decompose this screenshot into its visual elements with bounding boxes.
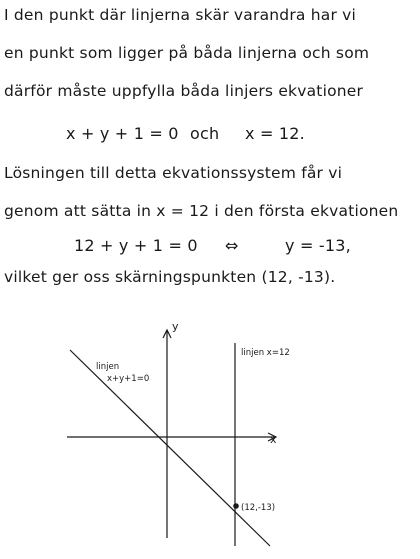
intersection-point-label: (12,-13) [241,503,276,513]
equation-2-right: y = -13, [285,236,351,255]
text-line-5: genom att sätta in x = 12 i den första ekvationen [4,202,399,220]
diagonal-line-label-2: x+y+1=0 [107,374,150,384]
text-line-2: en punkt som ligger på båda linjerna och som [4,44,370,62]
text-line-1: I den punkt där linjerna skär varandra har vi [4,6,357,24]
equation-1-right: x = 12. [245,124,305,143]
intersection-point [233,503,239,509]
vertical-line-label: linjen x=12 [241,348,290,358]
equation-1-left: x + y + 1 = 0 [66,124,179,143]
text-line-3: därför måste uppfylla båda linjers ekvationer [4,82,364,100]
text-line-6: vilket ger oss skärningspunkten (12, -13). [4,268,336,286]
equation-1-and: och [190,124,220,143]
x-axis-label: x [270,433,277,446]
text-line-4: Lösningen till detta ekvationssystem får vi [4,164,343,182]
equation-2-left: 12 + y + 1 = 0 [74,236,198,255]
diagonal-line-label-1: linjen [96,362,120,372]
line-graph [0,310,420,559]
diagonal-line [70,350,270,546]
equation-2-equivalence: ⇔ [225,236,239,255]
y-axis-label: y [172,320,179,333]
